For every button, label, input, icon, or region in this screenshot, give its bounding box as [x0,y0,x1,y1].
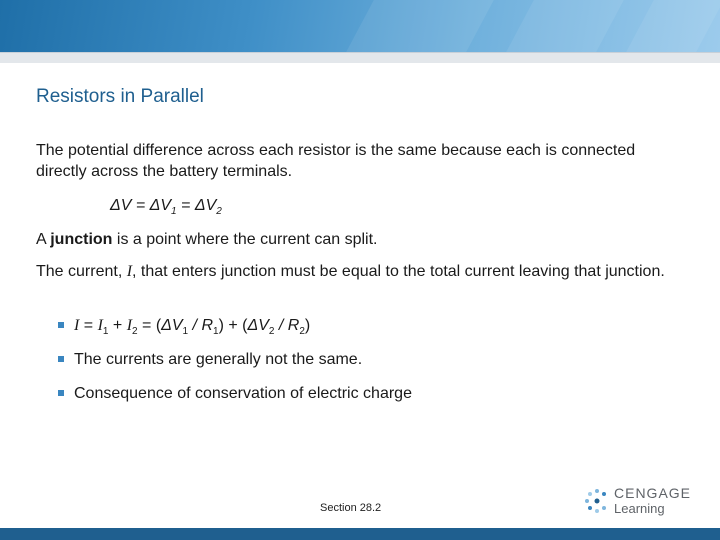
slide-title: Resistors in Parallel [36,86,204,107]
math-symbol: ΔV [161,317,183,334]
math-sub: 2 [299,326,305,338]
math-text: = [79,317,98,334]
math-symbol: R [287,317,300,334]
bottom-bar [0,528,720,540]
math-text: ) [304,317,311,334]
eq-mid: = ΔV [176,197,217,214]
math-text: + [108,317,127,334]
banner-decoration [346,0,494,52]
bullet-text: The currents are generally not the same. [74,351,363,368]
list-item [56,315,412,349]
banner-decoration [626,0,720,52]
current-symbol: I [126,263,133,280]
junction-term: junction [50,231,113,248]
banner-decoration [506,0,624,52]
section-label: Section 28.2 [320,502,382,514]
square-bullet-icon [58,356,64,362]
math-text: / [188,317,202,334]
bullet-text: Consequence of conservation of electric charge [74,385,412,402]
math-text: = ( [137,317,162,334]
list-item [56,383,412,417]
math-symbol: I [126,317,133,334]
square-bullet-icon [58,322,64,328]
math-symbol: I [97,317,103,334]
math-sub: 1 [102,326,109,338]
math-text: / [274,317,288,334]
math-symbol: R [201,317,214,334]
cengage-dots-icon [584,488,610,514]
list-item [56,349,412,383]
header-divider [0,52,720,63]
math-text: ) + ( [218,317,248,334]
square-bullet-icon [58,390,64,396]
top-banner [0,0,720,52]
math-sub: 1 [182,326,189,338]
math-sub: 2 [132,326,138,338]
logo-text-learning: Learning [614,501,665,516]
math-symbol: I [74,317,80,334]
paragraph-current [36,261,696,282]
math-sub: 1 [213,326,219,338]
junction-post: is a point where the current can split. [112,231,378,248]
junction-pre: A [36,231,51,248]
paragraph-junction [36,229,377,250]
eq-lhs: ΔV = ΔV [110,197,172,214]
math-sub: 2 [268,326,275,338]
eq-sub: 2 [216,206,222,218]
eq-sub: 1 [171,206,177,218]
current-post: , that enters junction must be equal to the total current leaving that junction. [132,263,665,280]
bullet-list [56,315,412,417]
cengage-logo [584,484,694,518]
logo-text-cengage: CENGAGE [614,485,692,501]
math-symbol: ΔV [247,317,269,334]
paragraph-potential-difference: The potential difference across each resistor is the same because each is connected directly across the battery terminals. [36,142,636,180]
equation-voltage [110,197,222,217]
current-pre: The current, [36,263,127,280]
